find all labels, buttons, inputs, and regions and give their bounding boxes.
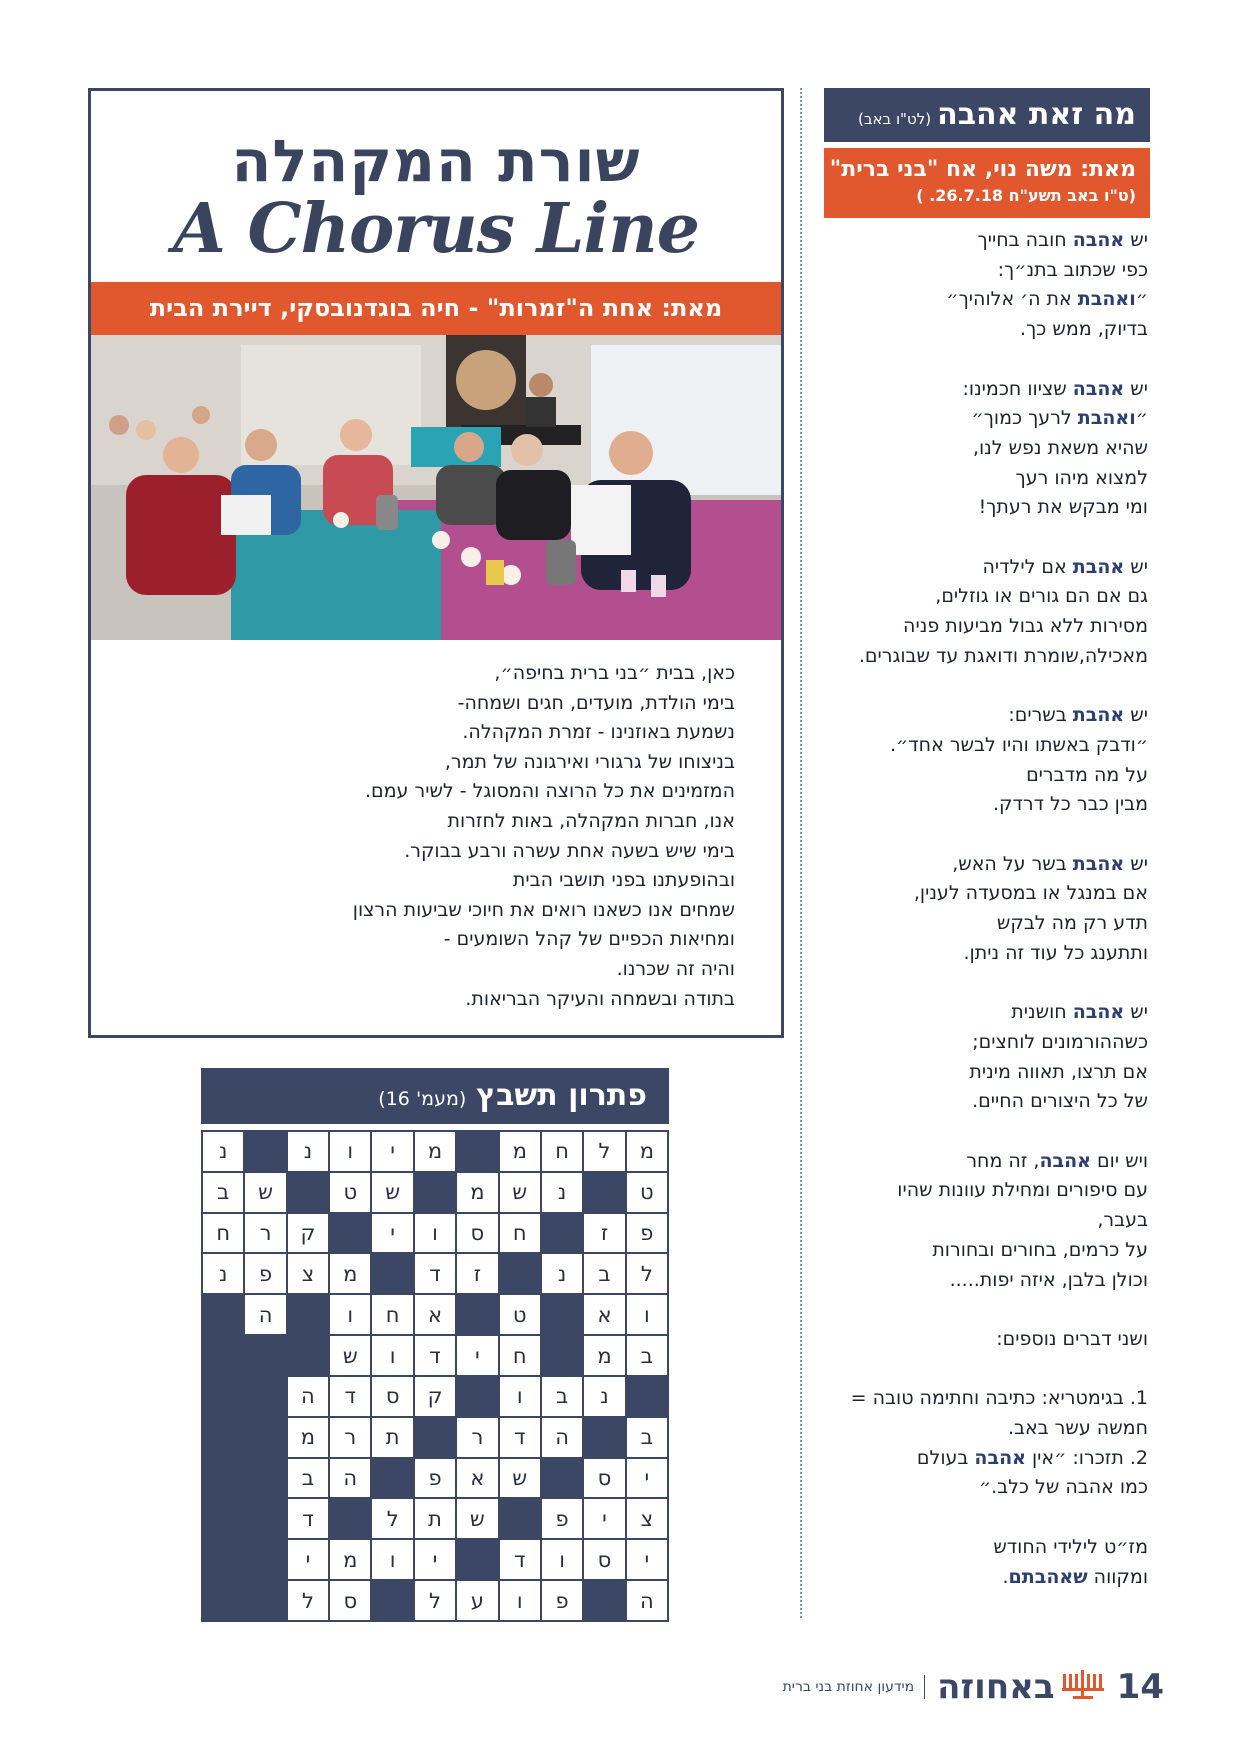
- poem-text: אם לילדיה: [982, 555, 1073, 578]
- poem-text: ״ודבק באשתו והיו לבשר אחד״.: [890, 733, 1148, 756]
- crossword-block: [626, 1376, 668, 1417]
- crossword-block: [414, 1417, 456, 1458]
- poem-line: המזמינים את כל הרוצה והמסוגל - לשיר עמם.: [365, 780, 735, 803]
- crossword-cell: ז: [583, 1213, 625, 1254]
- crossword-cell: נ: [541, 1253, 583, 1294]
- poem-text: בדיוק, ממש כך.: [1020, 318, 1148, 341]
- page-footer: [783, 1664, 1164, 1710]
- crossword-cell: צ: [626, 1498, 668, 1539]
- crossword-cell: ל: [583, 1131, 625, 1172]
- crossword-block: [583, 1580, 625, 1621]
- poem-line: [824, 642, 1148, 672]
- poem-keyword: ואהבת: [1077, 407, 1136, 430]
- crossword-cell: י: [287, 1539, 329, 1580]
- crossword-cell: מ: [583, 1335, 625, 1376]
- crossword-block: [202, 1539, 244, 1580]
- crossword-cell: מ: [329, 1253, 371, 1294]
- brand-name: באחוזה: [937, 1667, 1055, 1707]
- poem-line: [824, 434, 1148, 464]
- poem-text: לרעך כמוך״: [971, 407, 1078, 430]
- poem-line: [824, 464, 1148, 494]
- crossword-cell: י: [626, 1539, 668, 1580]
- poem-line: [824, 375, 1148, 405]
- crossword-block: [371, 1253, 413, 1294]
- crossword-block: [202, 1458, 244, 1499]
- crossword-block: [329, 1498, 371, 1539]
- crossword-cell: י: [371, 1213, 413, 1254]
- crossword-block: [456, 1294, 498, 1335]
- crossword-cell: פ: [541, 1498, 583, 1539]
- poem-line: [824, 790, 1148, 820]
- crossword-cell: פ: [414, 1458, 456, 1499]
- crossword-cell: ד: [499, 1539, 541, 1580]
- chorus-byline: מאת: אחת ה"זמרות" - חיה בוגדנובסקי, דיירת הבית: [91, 282, 781, 335]
- crossword-cell: ק: [287, 1213, 329, 1254]
- crossword-cell: ס: [456, 1213, 498, 1254]
- crossword-cell: נ: [287, 1131, 329, 1172]
- poem-line: נשמעת באוזנינו - זמרת המקהלה.: [462, 721, 735, 744]
- poem-text: תדע רק מה לבקש: [996, 912, 1148, 935]
- page-number: 14: [1116, 1667, 1164, 1707]
- poem-text: בעולם: [916, 1446, 975, 1469]
- crossword-block: [287, 1294, 329, 1335]
- poem-keyword: אהבת: [1072, 555, 1125, 578]
- poem-text: מסירות ללא גבול מביעות פניה: [903, 615, 1148, 638]
- poem-line: [824, 850, 1148, 880]
- poem-line: [824, 731, 1148, 761]
- crossword-cell: ש: [499, 1458, 541, 1499]
- poem-keyword: ואהבת: [1077, 288, 1136, 311]
- crossword-block: [287, 1335, 329, 1376]
- crossword-cell: ד: [329, 1376, 371, 1417]
- crossword-cell: נ: [541, 1172, 583, 1213]
- crossword-cell: ס: [583, 1458, 625, 1499]
- poem-text: ״: [1135, 407, 1148, 430]
- crossword-cell: ש: [499, 1172, 541, 1213]
- poem-text: של כל היצורים החיים.: [972, 1090, 1148, 1113]
- crossword-block: [244, 1335, 286, 1376]
- poem-text: 2. תזכרו: ״אין: [1025, 1446, 1148, 1469]
- stanza-gap: [824, 969, 1148, 999]
- crossword-cell: ח: [541, 1131, 583, 1172]
- crossword-cell: ו: [541, 1539, 583, 1580]
- crossword-block: [499, 1253, 541, 1294]
- poem-text: יש: [1124, 704, 1148, 727]
- stanza-gap: [824, 1117, 1148, 1147]
- poem-text: את ה׳ אלוהיך״: [946, 288, 1078, 311]
- crossword-cell: ח: [499, 1213, 541, 1254]
- crossword-cell: ד: [414, 1253, 456, 1294]
- crossword-cell: ר: [329, 1417, 371, 1458]
- crossword-block: [202, 1294, 244, 1335]
- poem-text: חמשה עשר באב.: [1007, 1417, 1148, 1439]
- crossword-cell: פ: [244, 1253, 286, 1294]
- crossword-block: [371, 1458, 413, 1499]
- chorus-poem: [135, 659, 735, 1014]
- poem-text: גם אם הם גורים או גוזלים,: [935, 585, 1148, 608]
- poem-line: [824, 701, 1148, 731]
- love-title: מה זאת אהבה: [937, 97, 1136, 132]
- crossword-block: [329, 1213, 371, 1254]
- poem-line: [824, 1206, 1148, 1236]
- crossword-cell: ל: [626, 1253, 668, 1294]
- poem-text: מאכילה,שומרת ודואגת עד שבוגרים.: [858, 644, 1148, 667]
- poem-line: [824, 1384, 1148, 1414]
- crossword-cell: ו: [626, 1294, 668, 1335]
- poem-text: בשר על האש,: [952, 852, 1073, 875]
- stanza-gap: [824, 1295, 1148, 1325]
- poem-keyword: אהבה: [1072, 377, 1125, 400]
- crossword-cell: ש: [371, 1172, 413, 1213]
- crossword-block: [244, 1131, 286, 1172]
- poem-text: בעבר,: [1097, 1209, 1148, 1232]
- poem-line: [824, 1444, 1148, 1474]
- poem-line: שמחים אנו כשאנו רואים את חיוכי שביעות הרצון: [352, 898, 735, 921]
- crossword-block: [583, 1172, 625, 1213]
- poem-text: .: [1002, 1565, 1009, 1588]
- poem-line: ומחיאות הכפיים של קהל השומעים -: [443, 928, 735, 951]
- crossword-block: [244, 1539, 286, 1580]
- poem-text: ומי מבקש את רעתך!: [978, 496, 1148, 519]
- love-byline: [824, 148, 1150, 218]
- poem-line: והיה זה שכרנו.: [616, 957, 735, 980]
- crossword-cell: ב: [287, 1458, 329, 1499]
- poem-line: בתודה ובשמחה והעיקר הבריאות.: [465, 987, 735, 1010]
- crossword-cell: ז: [456, 1253, 498, 1294]
- poem-text: מבין כבר כל דרדק.: [992, 793, 1148, 816]
- crossword-cell: מ: [626, 1131, 668, 1172]
- crossword-cell: ת: [414, 1498, 456, 1539]
- crossword-cell: ב: [202, 1172, 244, 1213]
- crossword-cell: ל: [287, 1580, 329, 1621]
- stanza-gap: [824, 345, 1148, 375]
- column-divider: [800, 88, 802, 1618]
- poem-line: [824, 909, 1148, 939]
- crossword-block: [244, 1376, 286, 1417]
- crossword-cell: נ: [202, 1131, 244, 1172]
- crossword-cell: נ: [202, 1253, 244, 1294]
- poem-text: חושנית: [1011, 1001, 1073, 1024]
- crossword-block: [541, 1335, 583, 1376]
- poem-line: [824, 256, 1148, 286]
- crossword-header: [201, 1068, 669, 1124]
- crossword-block: [456, 1539, 498, 1580]
- crossword-cell: מ: [287, 1417, 329, 1458]
- poem-line: [824, 879, 1148, 909]
- poem-line: בימי הולדת, מועדים, חגים ושמחה-: [457, 691, 735, 714]
- crossword-cell: ט: [499, 1294, 541, 1335]
- poem-line: [824, 998, 1148, 1028]
- poem-text: כפי שכתוב בתנ״ך:: [997, 258, 1148, 281]
- poem-line: [824, 553, 1148, 583]
- crossword-cell: ה: [244, 1294, 286, 1335]
- chorus-title-hebrew: שורת המקהלה: [231, 127, 641, 195]
- crossword-cell: י: [626, 1458, 668, 1499]
- crossword-cell: ש: [329, 1335, 371, 1376]
- menorah-icon: [1061, 1670, 1109, 1704]
- poem-keyword: אהבת: [1072, 704, 1125, 727]
- poem-text: אם תרצו, תאווה מינית: [969, 1060, 1148, 1083]
- poem-line: [824, 1176, 1148, 1206]
- crossword-block: [456, 1131, 498, 1172]
- crossword-cell: ס: [371, 1376, 413, 1417]
- crossword-block: [202, 1376, 244, 1417]
- crossword-block: [583, 1417, 625, 1458]
- crossword-cell: ר: [244, 1213, 286, 1254]
- crossword-block: [244, 1458, 286, 1499]
- poem-line: ובהופעתנו בפני תושבי הבית: [512, 869, 735, 892]
- crossword-block: [244, 1417, 286, 1458]
- poem-line: [824, 939, 1148, 969]
- poem-line: [824, 226, 1148, 256]
- crossword-cell: י: [583, 1498, 625, 1539]
- crossword-cell: ל: [371, 1498, 413, 1539]
- crossword-cell: מ: [456, 1172, 498, 1213]
- poem-text: על מה מדברים: [1026, 763, 1148, 786]
- poem-keyword: אהבה: [1072, 1001, 1125, 1024]
- poem-line: [824, 1236, 1148, 1266]
- crossword-block: [202, 1580, 244, 1621]
- crossword-cell: ב: [626, 1335, 668, 1376]
- crossword-cell: ח: [371, 1294, 413, 1335]
- poem-text: יש: [1124, 1001, 1148, 1024]
- poem-text: , זה מחר: [966, 1149, 1040, 1172]
- stanza-gap: [824, 1503, 1148, 1533]
- poem-text: יש: [1124, 377, 1148, 400]
- poem-text: שציוו חכמינו:: [962, 377, 1073, 400]
- poem-line: [824, 285, 1148, 315]
- crossword-block: [371, 1580, 413, 1621]
- crossword-block: [456, 1376, 498, 1417]
- poem-line: [824, 582, 1148, 612]
- crossword-cell: ו: [499, 1376, 541, 1417]
- crossword-block: [541, 1213, 583, 1254]
- crossword-block: [244, 1580, 286, 1621]
- crossword-cell: ח: [202, 1213, 244, 1254]
- crossword-cell: ד: [287, 1498, 329, 1539]
- poem-line: [824, 1533, 1148, 1563]
- poem-text: עם סיפורים ומחילת עוונות שהיו: [897, 1179, 1148, 1202]
- crossword-cell: מ: [414, 1131, 456, 1172]
- crossword-grid: [201, 1130, 669, 1622]
- crossword-cell: א: [414, 1294, 456, 1335]
- crossword-cell: ו: [329, 1294, 371, 1335]
- crossword-block: [541, 1294, 583, 1335]
- crossword-cell: ק: [414, 1376, 456, 1417]
- crossword-cell: מ: [499, 1131, 541, 1172]
- crossword-block: [202, 1498, 244, 1539]
- stanza-gap: [824, 523, 1148, 553]
- crossword-cell: ה: [329, 1458, 371, 1499]
- crossword-cell: ס: [583, 1539, 625, 1580]
- poem-text: על כרמים, בחורים ובחורות: [932, 1238, 1148, 1261]
- crossword-cell: ת: [371, 1417, 413, 1458]
- brand-subtitle: מידעון אחוזת בני ברית: [782, 1679, 915, 1695]
- poem-text: ״: [1135, 288, 1148, 311]
- poem-text: ומקווה: [1087, 1565, 1148, 1588]
- poem-line: אנו, חברות המקהלה, באות לחזרות: [447, 809, 735, 832]
- poem-line: [824, 1058, 1148, 1088]
- crossword-cell: ו: [499, 1580, 541, 1621]
- crossword-cell: ב: [626, 1417, 668, 1458]
- poem-text: ויש יום: [1091, 1149, 1148, 1172]
- crossword-cell: ו: [414, 1213, 456, 1254]
- poem-text: וכולן בלבן, איזה יפות.....: [949, 1268, 1148, 1291]
- love-title-bar: [824, 88, 1150, 142]
- crossword-cell: ו: [371, 1539, 413, 1580]
- stanza-gap: [824, 1355, 1148, 1385]
- crossword-cell: ב: [583, 1253, 625, 1294]
- crossword-block: [202, 1417, 244, 1458]
- poem-line: [824, 612, 1148, 642]
- crossword-cell: ע: [456, 1580, 498, 1621]
- poem-text: ותתענג כל עוד זה ניתן.: [963, 941, 1148, 964]
- poem-text: שהיא משאת נפש לנו,: [972, 436, 1148, 459]
- crossword-cell: ט: [626, 1172, 668, 1213]
- poem-line: בניצוחו של גרגורי ואירגונה של תמר,: [444, 750, 735, 773]
- crossword-cell: ל: [414, 1580, 456, 1621]
- crossword-cell: ש: [244, 1172, 286, 1213]
- crossword-page-ref: (מעמ' 16): [378, 1088, 467, 1110]
- crossword-cell: ה: [541, 1417, 583, 1458]
- poem-line: כאן, בבית ״בני ברית בחיפה״,: [494, 662, 735, 684]
- poem-text: בשרים:: [1008, 704, 1073, 727]
- crossword-cell: פ: [626, 1213, 668, 1254]
- poem-keyword: שאהבתם: [1008, 1565, 1088, 1588]
- poem-text: חובה בחייך: [977, 229, 1073, 251]
- poem-line: [824, 1266, 1148, 1296]
- poem-line: [824, 1087, 1148, 1117]
- crossword-cell: ד: [499, 1417, 541, 1458]
- crossword-block: [414, 1172, 456, 1213]
- poem-line: [824, 404, 1148, 434]
- poem-text: כשההורמונים לוחצים;: [972, 1030, 1148, 1053]
- crossword-cell: מ: [329, 1539, 371, 1580]
- crossword-cell: י: [414, 1539, 456, 1580]
- poem-text: יש: [1124, 852, 1148, 875]
- poem-line: [824, 1563, 1148, 1593]
- poem-text: אם במנגל או במסעדה לענין,: [913, 882, 1148, 905]
- crossword-block: [244, 1498, 286, 1539]
- stanza-gap: [824, 820, 1148, 850]
- love-byline-author: מאת: משה נוי, אח "בני ברית": [829, 157, 1136, 182]
- crossword-cell: ב: [541, 1376, 583, 1417]
- choir-photo: [91, 335, 781, 640]
- crossword-cell: צ: [287, 1253, 329, 1294]
- crossword-cell: א: [583, 1294, 625, 1335]
- crossword-cell: ס: [329, 1580, 371, 1621]
- crossword-block: [541, 1458, 583, 1499]
- poem-line: בימי שיש בשעה אחת עשרה ורבע בבוקר.: [404, 839, 735, 862]
- crossword-block: [287, 1172, 329, 1213]
- crossword-cell: ה: [287, 1376, 329, 1417]
- poem-text: ושני דברים נוספים:: [996, 1327, 1148, 1350]
- choir-photo-illustration: [91, 335, 781, 640]
- poem-text: יש: [1124, 229, 1148, 251]
- crossword-cell: י: [456, 1335, 498, 1376]
- crossword-cell: ו: [329, 1131, 371, 1172]
- poem-line: [824, 1028, 1148, 1058]
- poem-line: [824, 493, 1148, 523]
- stanza-gap: [824, 672, 1148, 702]
- crossword-cell: ה: [626, 1580, 668, 1621]
- crossword-cell: ר: [456, 1417, 498, 1458]
- poem-text: למצוא מיהו רעך: [1015, 466, 1148, 489]
- poem-text: כמו אהבה של כלב.״: [978, 1476, 1148, 1499]
- love-byline-date: (ט"ו באב תשע"ח 26.7.18. ): [916, 186, 1136, 205]
- crossword-cell: ח: [499, 1335, 541, 1376]
- crossword-cell: ט: [329, 1172, 371, 1213]
- crossword-cell: ש: [456, 1498, 498, 1539]
- poem-keyword: אהבת: [1072, 852, 1125, 875]
- poem-line: [824, 761, 1148, 791]
- crossword-cell: נ: [583, 1376, 625, 1417]
- crossword-cell: י: [371, 1131, 413, 1172]
- chorus-title-english: A Chorus Line: [173, 189, 699, 269]
- crossword-title: פתרון תשבץ: [476, 1078, 647, 1113]
- crossword-cell: ו: [371, 1335, 413, 1376]
- crossword-block: [202, 1335, 244, 1376]
- poem-keyword: אהבה: [974, 1446, 1026, 1469]
- poem-line: [824, 315, 1148, 345]
- poem-keyword: אהבה: [1039, 1149, 1091, 1172]
- poem-keyword: אהבה: [1072, 229, 1125, 251]
- crossword-cell: ד: [414, 1335, 456, 1376]
- poem-text: מז״ט לילידי החודש: [993, 1535, 1148, 1558]
- footer-separator: [924, 1675, 925, 1699]
- love-poem: [824, 226, 1150, 1592]
- crossword-block: [499, 1498, 541, 1539]
- poem-line: [824, 1325, 1148, 1355]
- poem-text: יש: [1124, 555, 1148, 578]
- crossword-cell: פ: [541, 1580, 583, 1621]
- poem-text: 1. בגימטריא: כתיבה וחתימה טובה =: [850, 1387, 1148, 1410]
- crossword-cell: א: [456, 1458, 498, 1499]
- poem-line: [824, 1414, 1148, 1444]
- poem-line: [824, 1147, 1148, 1177]
- love-title-sub: (לט"ו באב): [857, 110, 932, 128]
- poem-line: [824, 1473, 1148, 1503]
- chorus-article: [88, 88, 784, 1038]
